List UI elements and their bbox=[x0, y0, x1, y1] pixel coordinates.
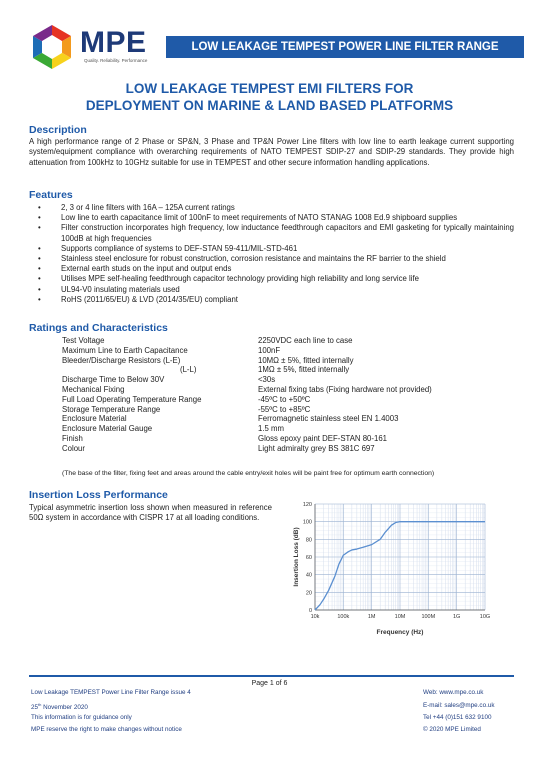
rating-value: Light admiralty grey BS 381C 697 bbox=[258, 443, 375, 453]
y-tick-label: 40 bbox=[305, 572, 312, 579]
description-text: A high performance range of 2 Phase or SP&N, 3 Phase and TP&N Power Line filters with low line to earth leakage current supporting system/equipment compliance with overarching requirements of NATO TEMPEST SDIP-27 and SDIP-29 standards. They provide high attenuation from 100kHz to 10GHz suitable for use in TEMPEST and other secure information handling applications. bbox=[29, 137, 514, 167]
insertion-loss-chart bbox=[290, 498, 515, 648]
footer-tel: Tel +44 (0)151 632 9100 bbox=[423, 714, 492, 721]
insertion-heading: Insertion Loss Performance bbox=[29, 489, 168, 501]
ratings-table bbox=[62, 336, 432, 454]
y-tick-label: 60 bbox=[305, 555, 312, 561]
ratings-row bbox=[62, 414, 432, 424]
y-tick-label: 100 bbox=[302, 519, 312, 526]
feature-text: Filter construction incorporates high frequency, low inductance feedthrough capacitors and EMI gasketing for typically maintaining 100dB at high frequencies bbox=[61, 223, 514, 243]
feature-item bbox=[29, 295, 514, 305]
x-tick-label: 100M bbox=[421, 614, 436, 620]
bullet: • bbox=[38, 264, 41, 274]
ratings-row bbox=[62, 356, 432, 366]
ratings-row bbox=[62, 444, 432, 454]
rating-label: Maximum Line to Earth Capacitance bbox=[62, 345, 188, 355]
features-list bbox=[29, 203, 514, 305]
ratings-row bbox=[62, 385, 432, 395]
bullet: • bbox=[38, 284, 41, 294]
feature-item bbox=[29, 203, 514, 213]
rating-label: Enclosure Material Gauge bbox=[62, 424, 153, 434]
y-axis-label: Insertion Loss (dB) bbox=[293, 527, 300, 587]
feature-text: 2, 3 or 4 line filters with 16A – 125A current ratings bbox=[61, 203, 235, 212]
page-number: Page 1 of 6 bbox=[251, 680, 288, 687]
feature-item bbox=[29, 264, 514, 274]
x-tick-label: 1G bbox=[452, 614, 461, 620]
ratings-row bbox=[62, 405, 432, 415]
feature-item bbox=[29, 274, 514, 284]
description-heading: Description bbox=[29, 124, 87, 136]
rating-value: -45ºC to +50ºC bbox=[258, 394, 311, 404]
x-tick-label: 10M bbox=[394, 614, 406, 620]
bullet: • bbox=[38, 213, 41, 223]
bullet: • bbox=[38, 223, 41, 233]
rating-label: Storage Temperature Range bbox=[62, 404, 161, 414]
ratings-row bbox=[62, 336, 432, 346]
rating-value: Ferromagnetic stainless steel EN 1.4003 bbox=[258, 414, 399, 424]
rating-value: External fixing tabs (Fixing hardware not provided) bbox=[258, 384, 432, 394]
date-day: 25 bbox=[31, 704, 39, 712]
y-tick-label: 20 bbox=[305, 590, 312, 597]
features-heading: Features bbox=[29, 189, 73, 201]
ratings-row bbox=[62, 395, 432, 405]
ratings-row bbox=[62, 346, 432, 356]
feature-item bbox=[29, 223, 514, 243]
title-line-1: LOW LEAKAGE TEMPEST EMI FILTERS FOR bbox=[125, 81, 414, 96]
feature-text: UL94-V0 insulating materials used bbox=[61, 284, 180, 294]
rating-value: 1MΩ ± 5%, fitted internally bbox=[258, 365, 350, 375]
footer-divider bbox=[29, 675, 514, 677]
mpe-logo-hexagon-icon bbox=[28, 23, 76, 71]
ratings-row bbox=[62, 434, 432, 444]
rating-label: Test Voltage bbox=[62, 336, 105, 345]
rating-label: Finish bbox=[62, 433, 83, 443]
feature-item bbox=[29, 213, 514, 223]
x-tick-label: 10k bbox=[310, 614, 320, 620]
footer-guidance: This information is for guidance only bbox=[31, 714, 132, 721]
feature-item bbox=[29, 285, 514, 295]
ratings-row bbox=[62, 424, 432, 434]
rating-value: Gloss epoxy paint DEF-STAN 80-161 bbox=[258, 433, 387, 443]
rating-value: -55ºC to +85ºC bbox=[258, 404, 311, 414]
rating-value: 10MΩ ± 5%, fitted internally bbox=[258, 355, 354, 365]
feature-item bbox=[29, 254, 514, 264]
x-tick-label: 10G bbox=[479, 614, 491, 620]
rating-value: 1.5 mm bbox=[258, 424, 284, 434]
feature-text: Utilises MPE self-healing feedthrough capacitor technology providing high reliability and long service life bbox=[61, 274, 419, 284]
footer-email: E-mail: sales@mpe.co.uk bbox=[423, 702, 495, 709]
date-rest: November 2020 bbox=[41, 704, 88, 712]
ratings-row bbox=[62, 375, 432, 385]
rating-value: 2250VDC each line to case bbox=[258, 336, 353, 345]
y-tick-label: 80 bbox=[305, 537, 312, 544]
ratings-note: (The base of the filter, fixing feet and areas around the cable entry/exit holes will be paint free for optimum earth connection) bbox=[62, 470, 435, 477]
footer-doc-title: Low Leakage TEMPEST Power Line Filter Range issue 4 bbox=[31, 689, 191, 696]
footer-web: Web: www.mpe.co.uk bbox=[423, 689, 484, 696]
bullet: • bbox=[38, 243, 41, 253]
x-tick-label: 100k bbox=[337, 614, 350, 620]
rating-label: Discharge Time to Below 30V bbox=[62, 375, 165, 385]
rating-label: Mechanical Fixing bbox=[62, 384, 125, 394]
logo-tagline: Quality. Reliability. Performance bbox=[84, 58, 148, 63]
rating-label: Bleeder/Discharge Resistors (L-E) bbox=[62, 355, 181, 365]
x-axis-label: Frequency (Hz) bbox=[376, 629, 424, 636]
rating-value: <30s bbox=[258, 375, 276, 385]
feature-text: Low line to earth capacitance limit of 100nF to meet requirements of NATO STANAG 1008 Ed.9 shipboard supplies bbox=[61, 213, 458, 223]
insertion-text: Typical asymmetric insertion loss shown when measured in reference 50Ω system in accordance with CISPR 17 at all loading conditions. bbox=[29, 503, 272, 523]
rating-label: Enclosure Material bbox=[62, 414, 127, 424]
bullet: • bbox=[38, 294, 41, 304]
bullet: • bbox=[38, 254, 41, 264]
rating-label: Colour bbox=[62, 443, 85, 453]
feature-text: External earth studs on the input and output ends bbox=[61, 264, 232, 274]
bullet: • bbox=[38, 274, 41, 284]
header-banner: LOW LEAKAGE TEMPEST POWER LINE FILTER RANGE bbox=[166, 36, 524, 58]
ratings-heading: Ratings and Characteristics bbox=[29, 322, 168, 334]
rating-label: (L-L) bbox=[180, 365, 197, 375]
footer-rights: MPE reserve the right to make changes without notice bbox=[31, 726, 182, 733]
bullet: • bbox=[38, 203, 41, 212]
date-suffix: th bbox=[38, 702, 42, 707]
feature-text: Stainless steel enclosure for robust construction, corrosion resistance and maintains the RF barrier to the shield bbox=[61, 254, 446, 264]
y-tick-label: 0 bbox=[308, 608, 312, 614]
feature-text: RoHS (2011/65/EU) & LVD (2014/35/EU) compliant bbox=[61, 294, 238, 304]
rating-label: Full Load Operating Temperature Range bbox=[62, 394, 202, 404]
title-line-2: DEPLOYMENT ON MARINE & LAND BASED PLATFORMS bbox=[85, 98, 454, 113]
ratings-row bbox=[62, 365, 432, 375]
x-tick-label: 1M bbox=[367, 614, 376, 620]
footer-date bbox=[31, 702, 88, 711]
rating-value: 100nF bbox=[258, 345, 281, 355]
feature-text: Supports compliance of systems to DEF-STAN 59-411/MIL-STD-461 bbox=[61, 243, 298, 253]
feature-item bbox=[29, 244, 514, 254]
y-tick-label: 120 bbox=[302, 502, 312, 508]
logo-text: MPE bbox=[80, 26, 147, 59]
footer-copyright: © 2020 MPE Limited bbox=[423, 726, 481, 733]
